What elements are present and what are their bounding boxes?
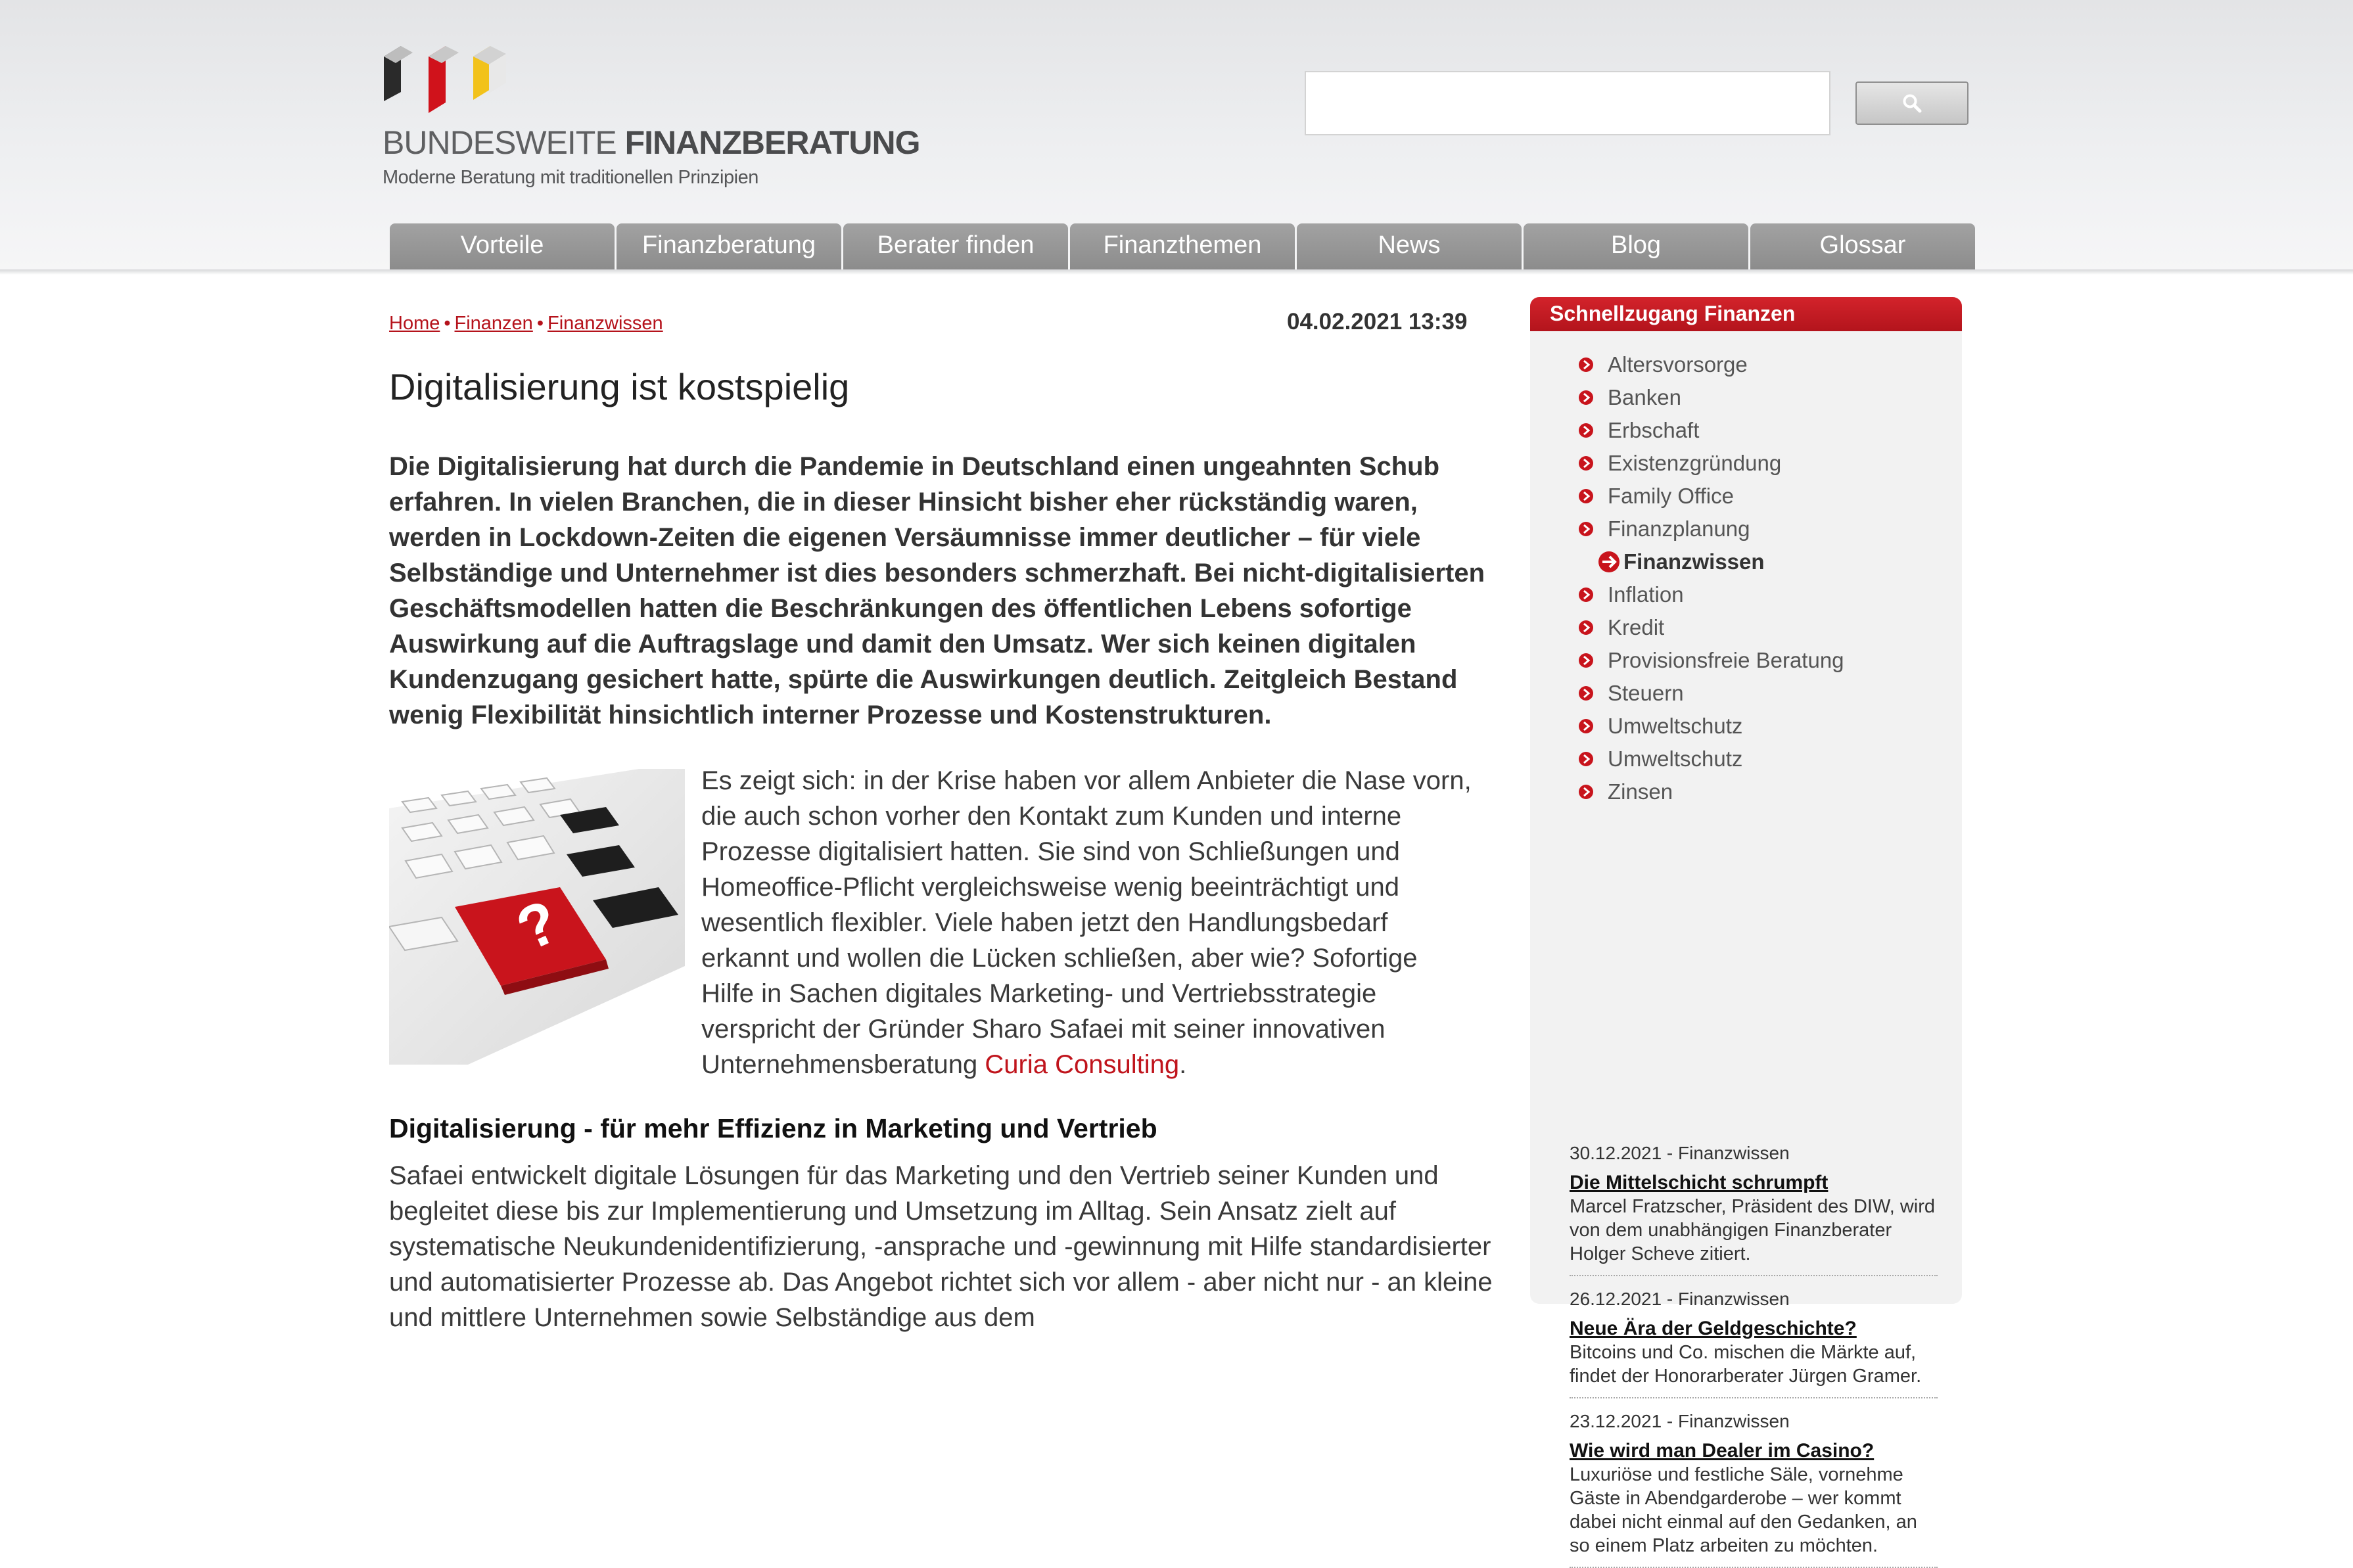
arrow-bullet-icon (1577, 685, 1595, 702)
sidebar-item-erbschaft[interactable]: Erbschaft (1577, 414, 1844, 447)
news-item (1570, 1410, 1938, 1568)
article-lead: Die Digitalisierung hat durch die Pandemie in Deutschland einen ungeahnten Schub erfahren. In vielen Branchen, die in dieser Hinsicht bisher eher rückständig waren, werden in Lockdown-Zeiten die eigenen Versäumnisse immer deutlicher – für viele Selbständige und Unternehmer ist dies besonders schmerzhaft. Bei nicht-digitalisierten Geschäftsmodellen hatten die Beschränkungen des öffentlichen Lebens sofortige Auswirkung auf die Auftragslage und damit den Umsatz. Wer sich keinen digitalen Kundenzugang gesichert hatte, spürte die Auswirkungen deutlich. Zeitgleich Bestand wenig Flexibilität hinsichtlich interner Prozesse und Kostenstrukturen. (389, 452, 1485, 729)
search-icon (1901, 93, 1922, 114)
breadcrumb-home-link[interactable]: Home (389, 313, 440, 334)
article-datetime: 04.02.2021 13:39 (1287, 309, 1468, 334)
arrow-bullet-icon (1577, 389, 1595, 406)
arrow-bullet-icon (1577, 488, 1595, 505)
page-title: Digitalisierung ist kostspielig (389, 366, 850, 407)
arrow-bullet-icon (1577, 455, 1595, 472)
header-divider (0, 269, 2353, 275)
arrow-bullet-active-icon (1597, 550, 1621, 574)
logo-cubes-icon (381, 37, 526, 116)
search-input[interactable] (1305, 71, 1830, 135)
arrow-bullet-icon (1577, 619, 1595, 636)
news-teaser: Marcel Fratzscher, Präsident des DIW, wird von dem unabhängigen Finanzberater Holger Scheve zitiert. (1570, 1196, 1935, 1264)
news-title-link[interactable]: Neue Ära der Geldgeschichte? (1570, 1318, 1857, 1339)
logo-title: BUNDESWEITE FINANZBERATUNG (383, 124, 920, 161)
nav-tab-finanzthemen[interactable]: Finanzthemen (1070, 223, 1295, 273)
article-subheading: Digitalisierung - für mehr Effizienz in Marketing und Vertrieb (389, 1113, 1157, 1143)
nav-tab-berater-finden[interactable]: Berater finden (843, 223, 1068, 273)
breadcrumb-finanzwissen-link[interactable]: Finanzwissen (547, 313, 663, 334)
sidebar-item-banken[interactable]: Banken (1577, 381, 1844, 414)
sidebar-item-kredit[interactable]: Kredit (1577, 611, 1844, 644)
breadcrumb-finanzen-link[interactable]: Finanzen (454, 313, 533, 334)
news-teaser: Luxuriöse und festliche Säle, vornehme Gäste in Abendgarderobe – wer kommt dabei nicht einmal auf den Gedanken, an so einem Platz arbeiten zu möchten. (1570, 1464, 1917, 1556)
sidebar-item-finanzplanung[interactable]: Finanzplanung (1577, 513, 1844, 545)
breadcrumb-separator: • (536, 313, 544, 334)
sidebar-title: Schnellzugang Finanzen (1530, 297, 1962, 331)
article-paragraph: Safaei entwickelt digitale Lösungen für das Marketing und den Vertrieb seiner Kunden und begleitet diese bis zur Implementierung und Umsetzung im Alltag. Sein Ansatz zielt auf systematische Neukundenidentifizierung, -ansprache und -gewinnung mit Hilfe standardisierter und automatisierter Prozesse ab. Das Angebot richtet sich vor allem - aber nicht nur - an kleine und mittlere Unternehmen sowie Selbständige aus dem (389, 1161, 1493, 1332)
breadcrumb-separator: • (444, 313, 451, 334)
nav-tab-blog[interactable]: Blog (1524, 223, 1748, 273)
svg-text:?: ? (507, 887, 569, 964)
nav-tab-news[interactable]: News (1297, 223, 1522, 273)
sidebar-item-steuern[interactable]: Steuern (1577, 677, 1844, 710)
site-header (0, 0, 2353, 273)
quick-access-list (1577, 348, 1844, 808)
arrow-bullet-icon (1577, 586, 1595, 603)
news-meta: 26.12.2021 - Finanzwissen (1570, 1289, 1790, 1309)
sidebar-item-altersvorsorge[interactable]: Altersvorsorge (1577, 348, 1844, 381)
arrow-bullet-icon (1577, 652, 1595, 669)
search-button[interactable] (1855, 81, 1969, 125)
nav-tab-finanzberatung[interactable]: Finanzberatung (617, 223, 841, 273)
sidebar-item-provisionsfreie-beratung[interactable]: Provisionsfreie Beratung (1577, 644, 1844, 677)
breadcrumb (389, 313, 663, 334)
arrow-bullet-icon (1577, 783, 1595, 800)
sidebar-item-umweltschutz[interactable]: Umweltschutz (1577, 743, 1844, 775)
calculator-image (389, 769, 685, 1065)
arrow-bullet-icon (1577, 422, 1595, 439)
logo-subtitle: Moderne Beratung mit traditionellen Prinzipien (383, 167, 758, 188)
sidebar-item-inflation[interactable]: Inflation (1577, 578, 1844, 611)
news-meta: 23.12.2021 - Finanzwissen (1570, 1411, 1790, 1431)
arrow-bullet-icon (1577, 356, 1595, 373)
nav-tab-glossar[interactable]: Glossar (1750, 223, 1975, 273)
curia-consulting-link[interactable]: Curia Consulting (985, 1050, 1180, 1079)
news-item (1570, 1142, 1938, 1276)
site-logo[interactable] (381, 37, 920, 195)
sidebar-item-family-office[interactable]: Family Office (1577, 480, 1844, 513)
news-item (1570, 1288, 1938, 1398)
sidebar-item-umweltschutz[interactable]: Umweltschutz (1577, 710, 1844, 743)
article-paragraph: Es zeigt sich: in der Krise haben vor allem Anbieter die Nase vorn, die auch schon vorher den Kontakt zum Kunden und interne Prozesse digitalisiert hatten. Sie sind von Schließungen und Homeoffice-Pflicht vergleichsweise wenig beeinträchtigt und wesentlich flexibler. Viele haben jetzt den Handlungsbedarf erkannt und wollen die Lücken schließen, aber wie? Sofortige Hilfe in Sachen digitales Marketing- und Vertriebsstrategie verspricht der Gründer Sharo Safaei mit seiner innovativen Unternehmensberatung Curia Consulting. (701, 766, 1472, 1079)
arrow-bullet-icon (1577, 520, 1595, 538)
sidebar-item-zinsen[interactable]: Zinsen (1577, 775, 1844, 808)
arrow-bullet-icon (1577, 750, 1595, 768)
sidebar-item-finanzwissen[interactable]: Finanzwissen (1577, 545, 1844, 578)
news-title-link[interactable]: Wie wird man Dealer im Casino? (1570, 1440, 1875, 1462)
news-meta: 30.12.2021 - Finanzwissen (1570, 1143, 1790, 1163)
arrow-bullet-icon (1577, 718, 1595, 735)
news-teaser: Bitcoins und Co. mischen die Märkte auf, findet der Honorarberater Jürgen Gramer. (1570, 1342, 1922, 1387)
news-title-link[interactable]: Die Mittelschicht schrumpft (1570, 1172, 1829, 1193)
nav-tab-vorteile[interactable]: Vorteile (390, 223, 615, 273)
sidebar-item-existenzgruendung[interactable]: Existenzgründung (1577, 447, 1844, 480)
sidebar (1530, 297, 1962, 1556)
